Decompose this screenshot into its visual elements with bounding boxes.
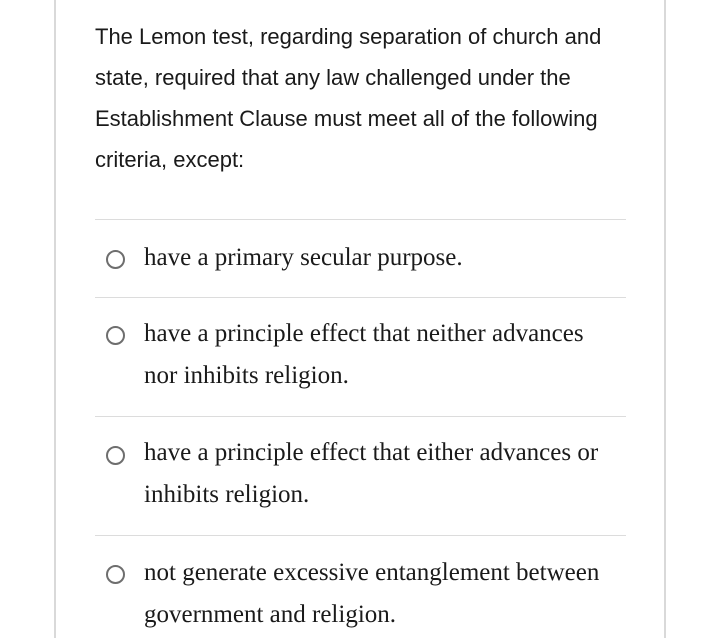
radio-button-icon[interactable] [106, 446, 125, 465]
answer-option-4[interactable] [95, 536, 626, 638]
radio-button-icon[interactable] [106, 250, 125, 269]
radio-button-icon[interactable] [106, 565, 125, 584]
card-left-border [54, 0, 56, 638]
answer-option-label: not generate excessive entanglement between government and religion. [144, 559, 600, 628]
question-text: The Lemon test, regarding separation of church and state, required that any law challenged under the Establishment Clause must meet all of the following criteria, except: [95, 24, 602, 172]
card-right-border [664, 0, 666, 638]
answer-option-label: have a principle effect that neither advances nor inhibits religion. [144, 320, 584, 389]
answer-option-label: have a primary secular purpose. [144, 244, 463, 271]
answer-option-2[interactable] [95, 298, 626, 416]
answer-option-label: have a principle effect that either advances or inhibits religion. [144, 439, 599, 508]
answer-option-1[interactable] [95, 220, 626, 297]
radio-button-icon[interactable] [106, 326, 125, 345]
answer-option-3[interactable] [95, 417, 626, 535]
